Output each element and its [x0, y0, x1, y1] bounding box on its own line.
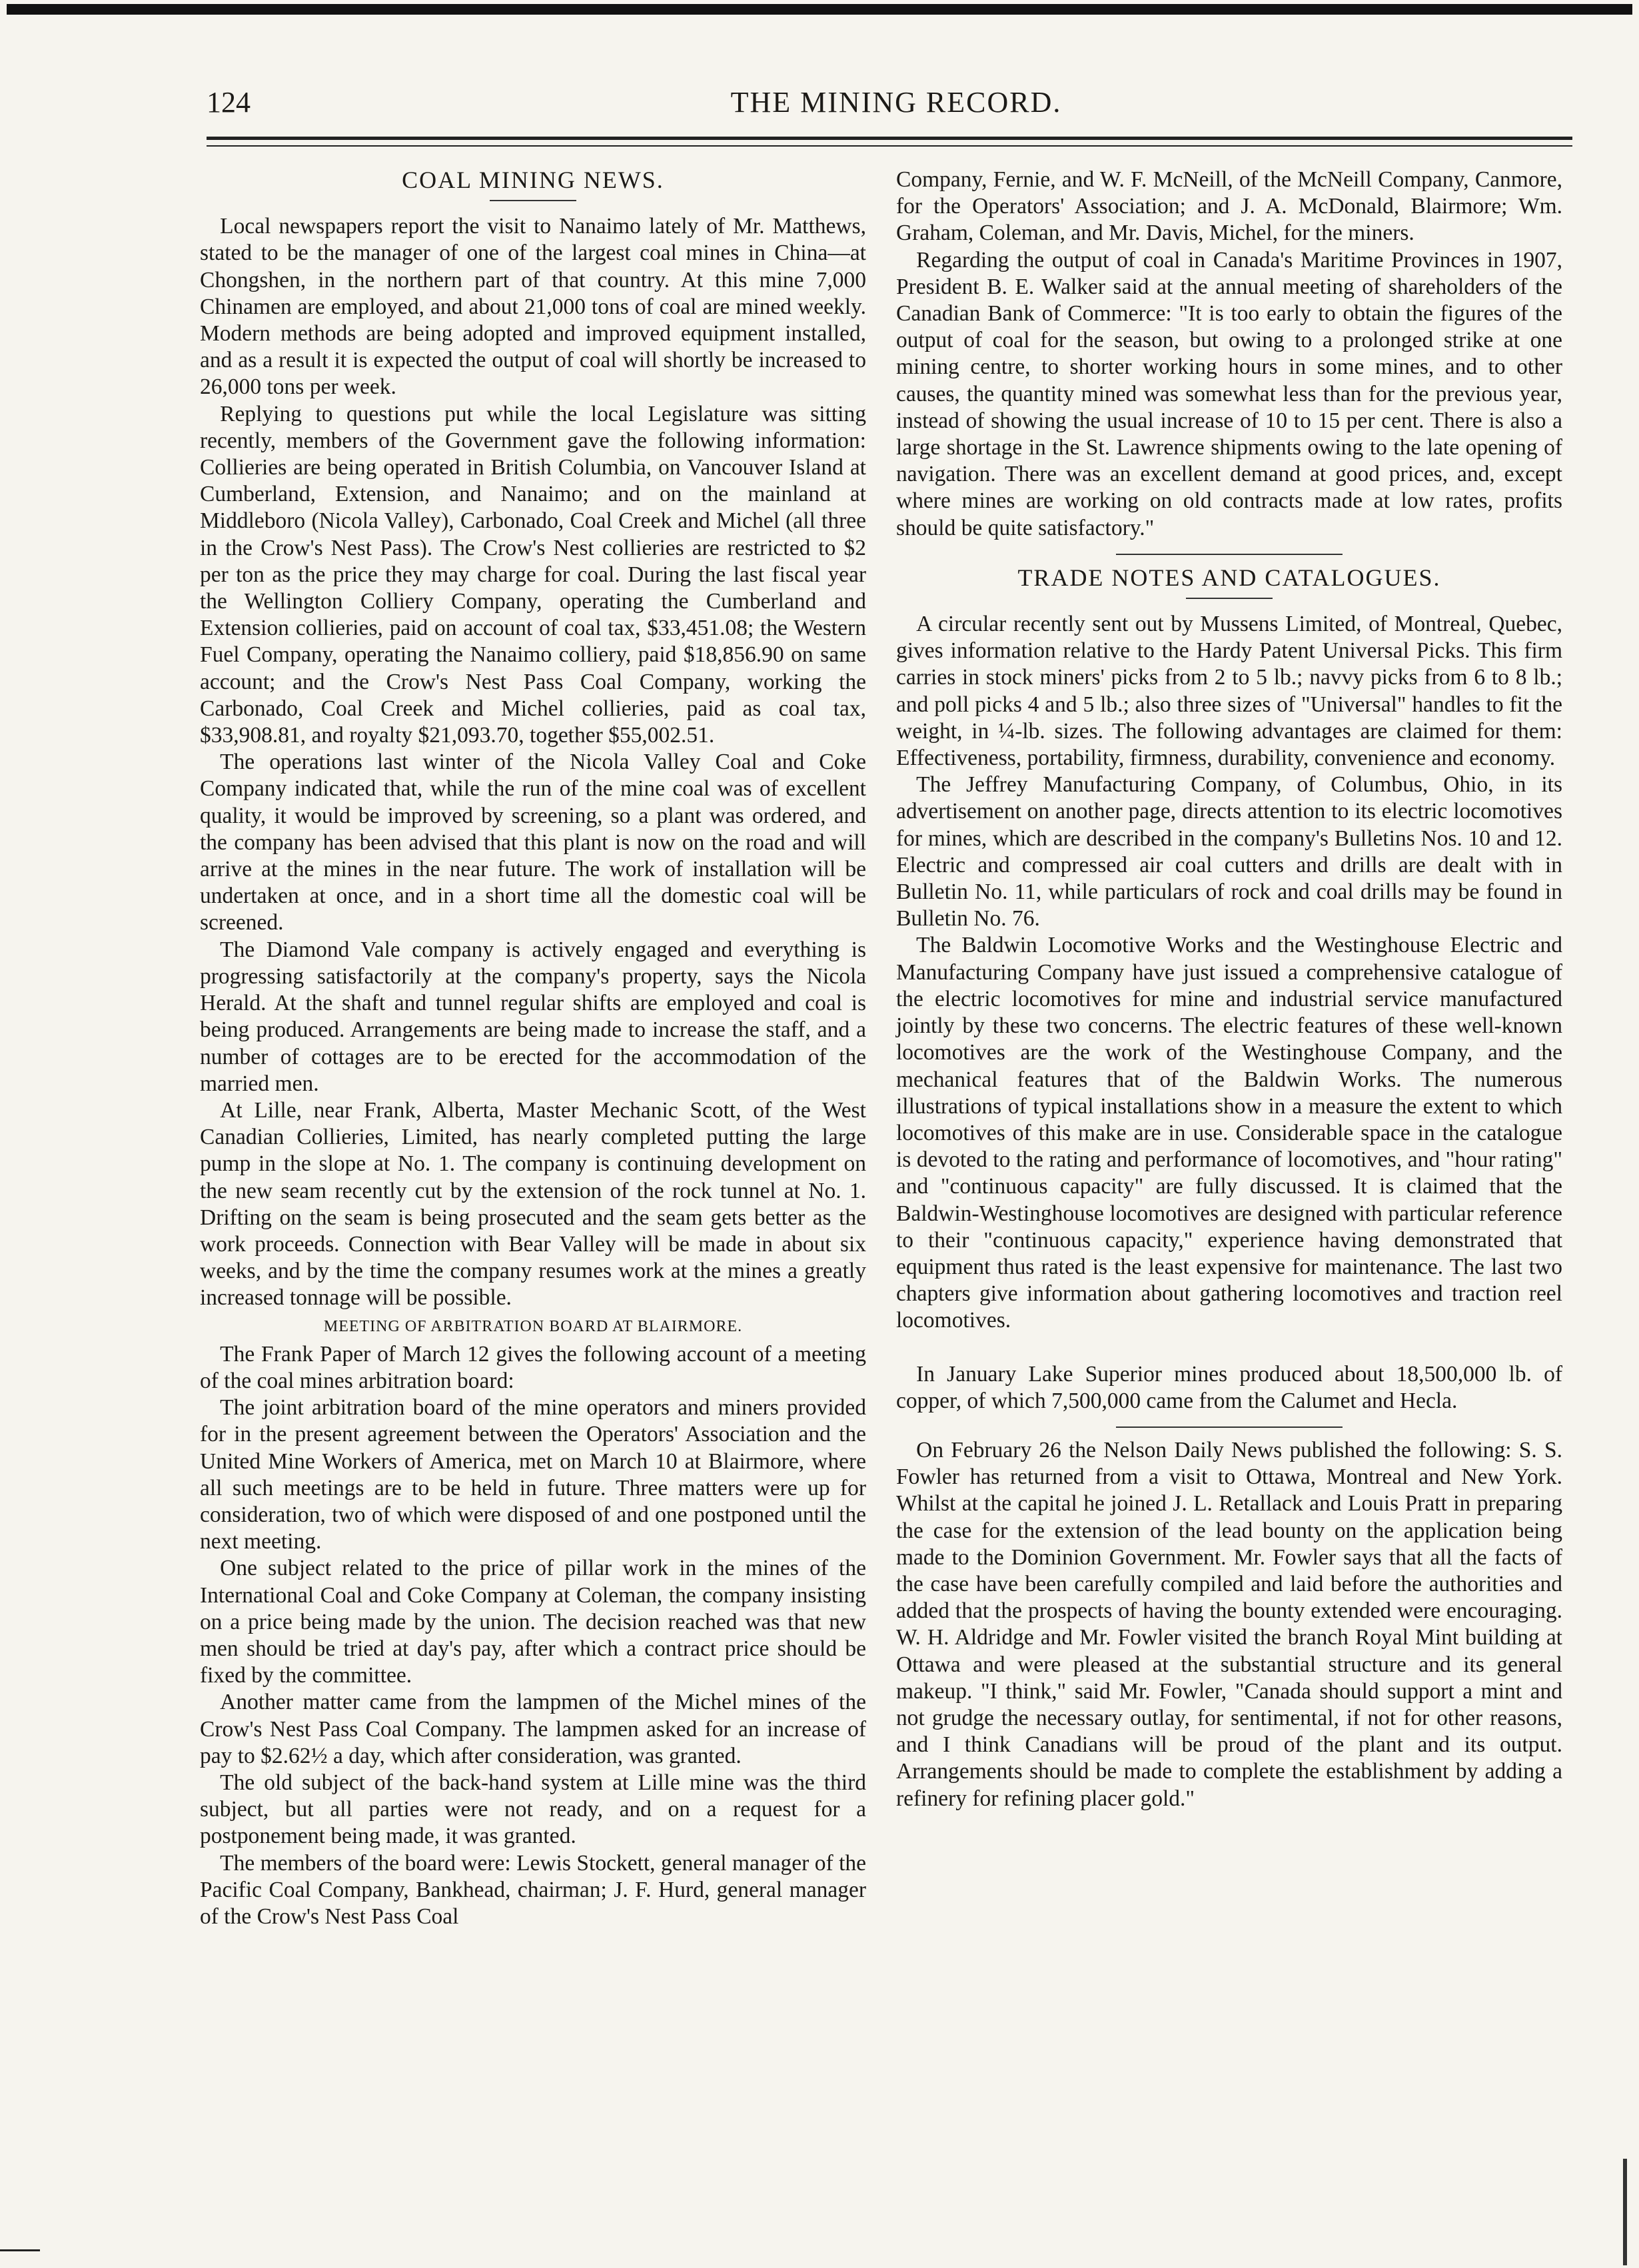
- article-paragraph: One subject related to the price of pillar work in the mines of the International Coal and Coke Company at Coleman, the company insisting on a price being made by the union. The decision reached was that new men should be tried at day's pay, after which a contract price should be fixed by the committee.: [200, 1556, 866, 1688]
- header-double-rule: [207, 137, 1572, 147]
- trade-notes-heading: TRADE NOTES AND CATALOGUES.: [1017, 564, 1441, 591]
- article-paragraph: At Lille, near Frank, Alberta, Master Mechanic Scott, of the West Canadian Collieries, Limited, has nearly completed putting the large pump in the slope at No. 1. The company is continuing development on the new seam recently cut by the extension of the rock tunnel at No. 1. Drifting on the seam is being prosecuted and the seam gets better as the work proceeds. Connection with Bear Valley will be made in about six weeks, and by the time the company resumes work at the mines a greatly increased tonnage will be possible.: [200, 1097, 866, 1311]
- article-paragraph: The Baldwin Locomotive Works and the Westinghouse Electric and Manufacturing Company have just issued a comprehensive catalogue of the electric locomotives for mine and industrial service manufactured jointly by these two concerns. The electric features of these well-known locomotives are the work of the Westinghouse Company, and the mechanical features that of the Baldwin Works. The numerous illustrations of typical installations show in a measure the extent to which locomotives of this make are in use. Considerable space in the catalogue is devoted to the rating and performance of locomotives, and "hour rating" and "continuous capacity" are fully discussed. It is claimed that the Baldwin-Westinghouse locomotives are designed with particular reference to their "continuous capacity," experience having demonstrated that equipment thus rated is the least expensive for maintenance. The last two chapters give information about gathering locomotives and traction reel locomotives.: [896, 933, 1562, 1333]
- spacer: [896, 1335, 1562, 1361]
- article-paragraph: The Jeffrey Manufacturing Company, of Columbus, Ohio, in its advertisement on another page, directs attention to its electric locomotives for mines, which are described in the company's Bulletins Nos. 10 and 12. Electric and compressed air coal cutters and drills are dealt with in Bulletin No. 11, while particulars of rock and coal drills may be found in Bulletin No. 76.: [896, 772, 1562, 931]
- article-paragraph: The joint arbitration board of the mine operators and miners provided for in the present agreement between the Operators' Association and the United Mine Workers of America, met on March 10 at Blairmore, where all such meetings are to be held in future. Three matters were up for consideration, two of which were disposed of and one postponed until the next meeting.: [200, 1395, 866, 1554]
- article-paragraph: The Diamond Vale company is actively engaged and everything is progressing satisfactorily at the company's property, says the Nicola Herald. At the shaft and tunnel regular shifts are employed and coal is being produced. Arrangements are being made to increase the staff, and a number of cottages are to be erected for the accommodation of the married men.: [200, 937, 866, 1096]
- section-rule: [1116, 554, 1343, 555]
- nelson-note: On February 26 the Nelson Daily News published the following: S. S. Fowler has returned from a visit to Ottawa, Montreal and New York. Whilst at the capital he joined J. L. Retallack and Louis Pratt in preparing the case for the extension of the lead bounty on the application being made to the Dominion Government. Mr. Fowler says that all the facts of the case have been carefully compiled and laid before the authorities and added that the prospects of having the bounty extended were encouraging. W. H. Aldridge and Mr. Fowler visited the branch Royal Mint building at Ottawa and were pleased at the substantial structure and its general makeup. "I think," said Mr. Fowler, "Canada should support a mint and not grudge the necessary outlay, for sentimental, if not for other reasons, and I think Canadians will be proud of the plant and its output. Arrangements should be made to complete the establishment by adding a refinery for refining placer gold.": [896, 1437, 1562, 1811]
- arbitration-board-subheading: MEETING OF ARBITRATION BOARD AT BLAIRMORE.: [323, 1317, 743, 1335]
- heading-rule: [490, 200, 576, 201]
- journal-title: THE MINING RECORD.: [730, 86, 1062, 119]
- page-header: [207, 85, 1586, 132]
- page-number: 124: [207, 86, 251, 119]
- scan-edge-mark: [0, 2249, 40, 2251]
- article-paragraph: Regarding the output of coal in Canada's Maritime Provinces in 1907, President B. E. Walker said at the annual meeting of shareholders of the Canadian Bank of Commerce: "It is too early to obtain the figures of the output of coal for the season, but owing to a prolonged strike at one mining centre, to shorter working hours in some mines, and to other causes, the quantity mined was somewhat less than for the previous year, instead of showing the usual increase of 10 to 15 per cent. There is also a large shortage in the St. Lawrence shipments owing to the late opening of navigation. There was an excellent demand at good prices, and, except where mines are working on old contracts made at low rates, profits should be quite satisfactory.": [896, 247, 1562, 540]
- top-border-rule: [7, 4, 1632, 15]
- article-paragraph: The old subject of the back-hand system at Lille mine was the third subject, but all parties were not ready, and on a request for a postponement being made, it was granted.: [200, 1770, 866, 1849]
- article-paragraph: A circular recently sent out by Mussens Limited, of Montreal, Quebec, gives information relative to the Hardy Patent Universal Picks. This firm carries in stock miners' picks from 2 to 5 lb.; navvy picks from 6 to 8 lb.; and poll picks 4 and 5 lb.; also three sizes of "Universal" handles to fit the weight, in ¼-lb. sizes. The following advantages are claimed for them: Effectiveness, portability, firmness, durability, convenience and economy.: [896, 612, 1562, 771]
- left-column: [200, 167, 866, 1930]
- right-column: [896, 167, 1562, 1812]
- article-paragraph: The Frank Paper of March 12 gives the following account of a meeting of the coal mines arbitration board:: [200, 1341, 866, 1393]
- article-paragraph: The operations last winter of the Nicola Valley Coal and Coke Company indicated that, while the run of the mine coal was of excellent quality, it would be improved by screening, so a plant was ordered, and the company has been advised that this plant is now on the road and will arrive at the mines in the near future. The work of installation will be undertaken at once, and in a short time all the domestic coal will be screened.: [200, 750, 866, 935]
- article-paragraph: Replying to questions put while the local Legislature was sitting recently, members of the Government gave the following information: Collieries are being operated in British Columbia, on Vancouver Island at Cumberland, Extension, and Nanaimo; and on the mainland at Middleboro (Nicola Valley), Carbonado, Coal Creek and Michel (all three in the Crow's Nest Pass). The Crow's Nest collieries are restricted to $2 per ton as the price they may charge for coal. During the last fiscal year the Wellington Colliery Company, operating the Cumberland and Extension collieries, paid on account of coal tax, $33,451.08; the Western Fuel Company, operating the Nanaimo colliery, paid $18,856.90 on same account; and the Crow's Nest Pass Coal Company, working the Carbonado, Coal Creek and Michel collieries, paid as coal tax, $33,908.81, and royalty $21,093.70, together $55,002.51.: [200, 401, 866, 748]
- article-paragraph: Local newspapers report the visit to Nanaimo lately of Mr. Matthews, stated to be the manager of one of the largest coal mines in China—at Chongshen, in the northern part of that country. At this mine 7,000 Chinamen are employed, and about 21,000 tons of coal are mined weekly. Modern methods are being adopted and improved equipment installed, and as a result it is expected the output of coal will shortly be increased to 26,000 tons per week.: [200, 214, 866, 400]
- article-paragraph: The members of the board were: Lewis Stockett, general manager of the Pacific Coal Company, Bankhead, chairman; J. F. Hurd, general manager of the Crow's Nest Pass Coal: [200, 1850, 866, 1929]
- copper-note: In January Lake Superior mines produced about 18,500,000 lb. of copper, of which 7,500,000 came from the Calumet and Hecla.: [896, 1361, 1562, 1413]
- continued-paragraph: Company, Fernie, and W. F. McNeill, of the McNeill Company, Canmore, for the Operators' Association; and J. A. McDonald, Blairmore; Wm. Graham, Coleman, and Mr. Davis, Michel, for the miners.: [896, 167, 1562, 246]
- article-paragraph: Another matter came from the lampmen of the Michel mines of the Crow's Nest Pass Coal Company. The lampmen asked for an increase of pay to $2.62½ a day, which after consideration, was granted.: [200, 1690, 866, 1768]
- section-rule: [1116, 1426, 1343, 1428]
- scan-edge-mark: [1623, 2159, 1627, 2265]
- coal-mining-news-heading: COAL MINING NEWS.: [402, 167, 664, 193]
- heading-rule: [1186, 598, 1273, 599]
